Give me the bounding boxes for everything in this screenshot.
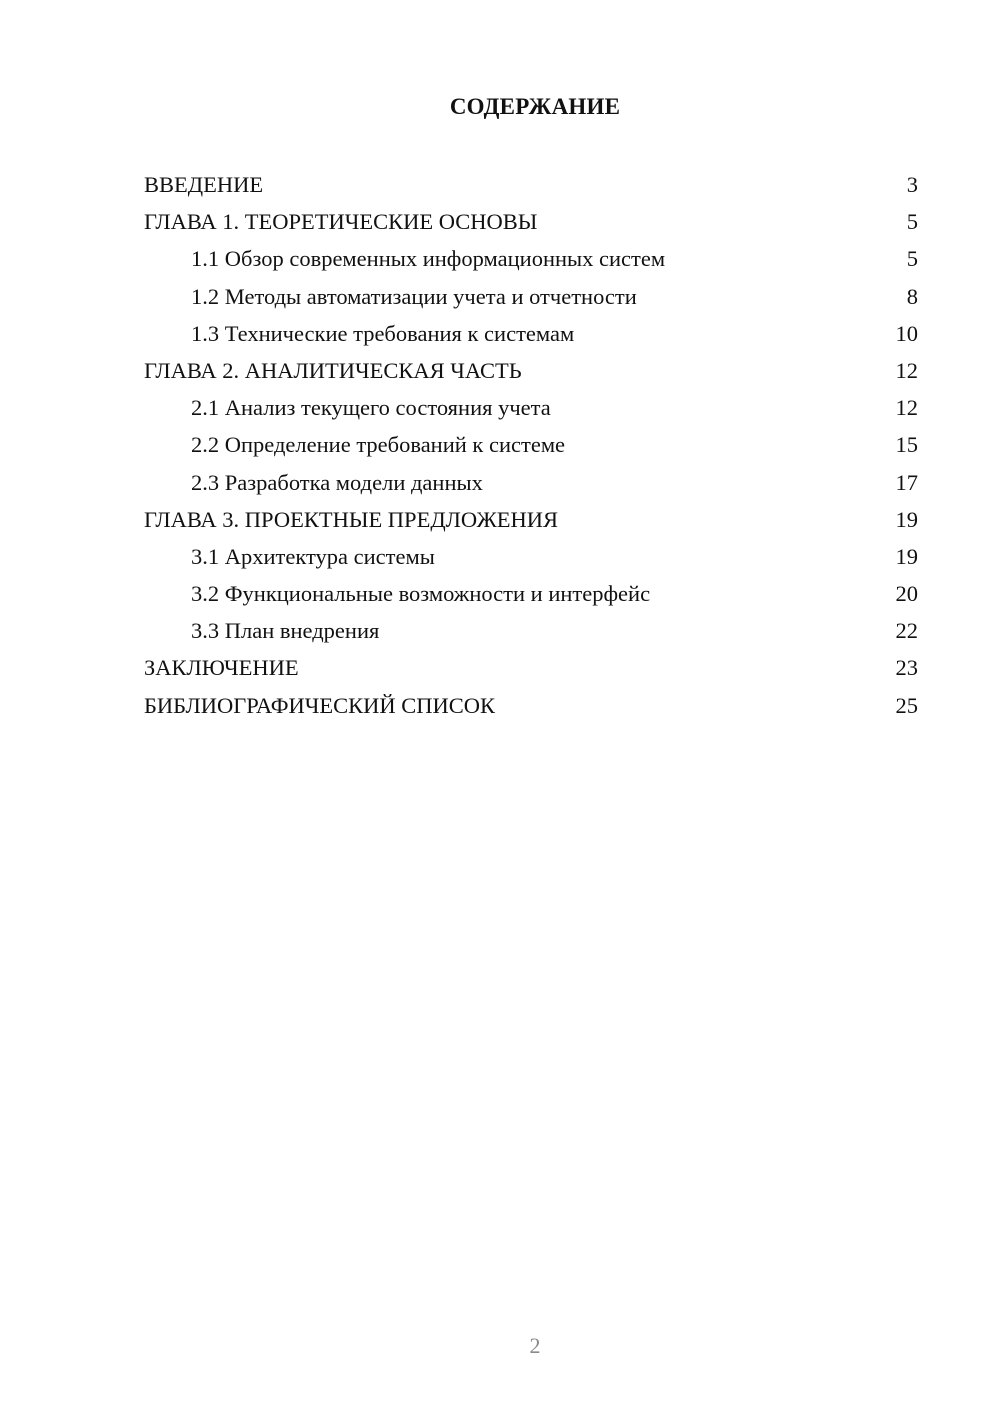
toc-entry[interactable] (144, 653, 918, 690)
toc-entry-title: ВВЕДЕНИЕ (144, 172, 264, 197)
toc-entry-page: 5 (906, 209, 918, 235)
toc-subentry[interactable] (144, 393, 918, 430)
toc-entry-page: 17 (895, 469, 918, 495)
toc-subentry[interactable] (144, 468, 918, 505)
toc-entry-title: 1.3 Технические требования к системам (191, 320, 575, 346)
toc-subentry[interactable] (144, 319, 918, 356)
toc-subentry[interactable] (144, 579, 918, 616)
toc-entry-page: 25 (895, 692, 918, 718)
page-number: 2 (529, 1333, 541, 1358)
toc-entry-page: 19 (895, 543, 918, 569)
toc-entry[interactable] (144, 356, 918, 393)
toc-entry-page: 15 (895, 432, 918, 458)
toc-entry[interactable] (144, 691, 918, 728)
toc-entry-title: ГЛАВА 3. ПРОЕКТНЫЕ ПРЕДЛОЖЕНИЯ (144, 506, 559, 532)
toc-entry-title: 2.1 Анализ текущего состояния учета (191, 395, 551, 421)
toc-entry-title: 3.2 Функциональные возможности и интерфейс (191, 581, 651, 607)
toc-entry-page: 10 (895, 320, 918, 346)
table-of-contents (144, 170, 918, 728)
toc-entry[interactable] (144, 207, 918, 244)
toc-entry-title: ГЛАВА 1. ТЕОРЕТИЧЕСКИЕ ОСНОВЫ (144, 209, 538, 235)
toc-entry-page: 20 (895, 581, 918, 607)
toc-entry-page: 3 (906, 172, 918, 197)
toc-entry-title: 1.1 Обзор современных информационных систем (191, 246, 666, 272)
toc-entry-page: 23 (895, 655, 918, 681)
toc-subentry[interactable] (144, 282, 918, 319)
toc-subentry[interactable] (144, 430, 918, 467)
toc-entry-title: 2.2 Определение требований к системе (191, 432, 566, 458)
toc-entry-title: 3.3 План внедрения (191, 618, 380, 644)
toc-entry-title: ГЛАВА 2. АНАЛИТИЧЕСКАЯ ЧАСТЬ (144, 357, 522, 383)
toc-entry-title: ЗАКЛЮЧЕНИЕ (144, 655, 299, 681)
toc-entry[interactable] (144, 170, 918, 207)
page-title: СОДЕРЖАНИЕ (449, 94, 621, 119)
toc-entry-page: 22 (895, 618, 918, 644)
toc-entry-page: 12 (895, 395, 918, 421)
toc-entry[interactable] (144, 505, 918, 542)
toc-entry-page: 19 (895, 506, 918, 532)
toc-subentry[interactable] (144, 616, 918, 653)
toc-entry-title: 1.2 Методы автоматизации учета и отчетности (191, 283, 637, 309)
toc-entry-page: 5 (906, 246, 918, 272)
toc-subentry[interactable] (144, 244, 918, 281)
toc-entry-page: 8 (906, 283, 918, 309)
toc-entry-title: БИБЛИОГРАФИЧЕСКИЙ СПИСОК (144, 692, 496, 718)
toc-subentry[interactable] (144, 542, 918, 579)
toc-entry-page: 12 (895, 357, 918, 383)
toc-entry-title: 2.3 Разработка модели данных (191, 469, 483, 495)
toc-entry-title: 3.1 Архитектура системы (191, 543, 435, 569)
